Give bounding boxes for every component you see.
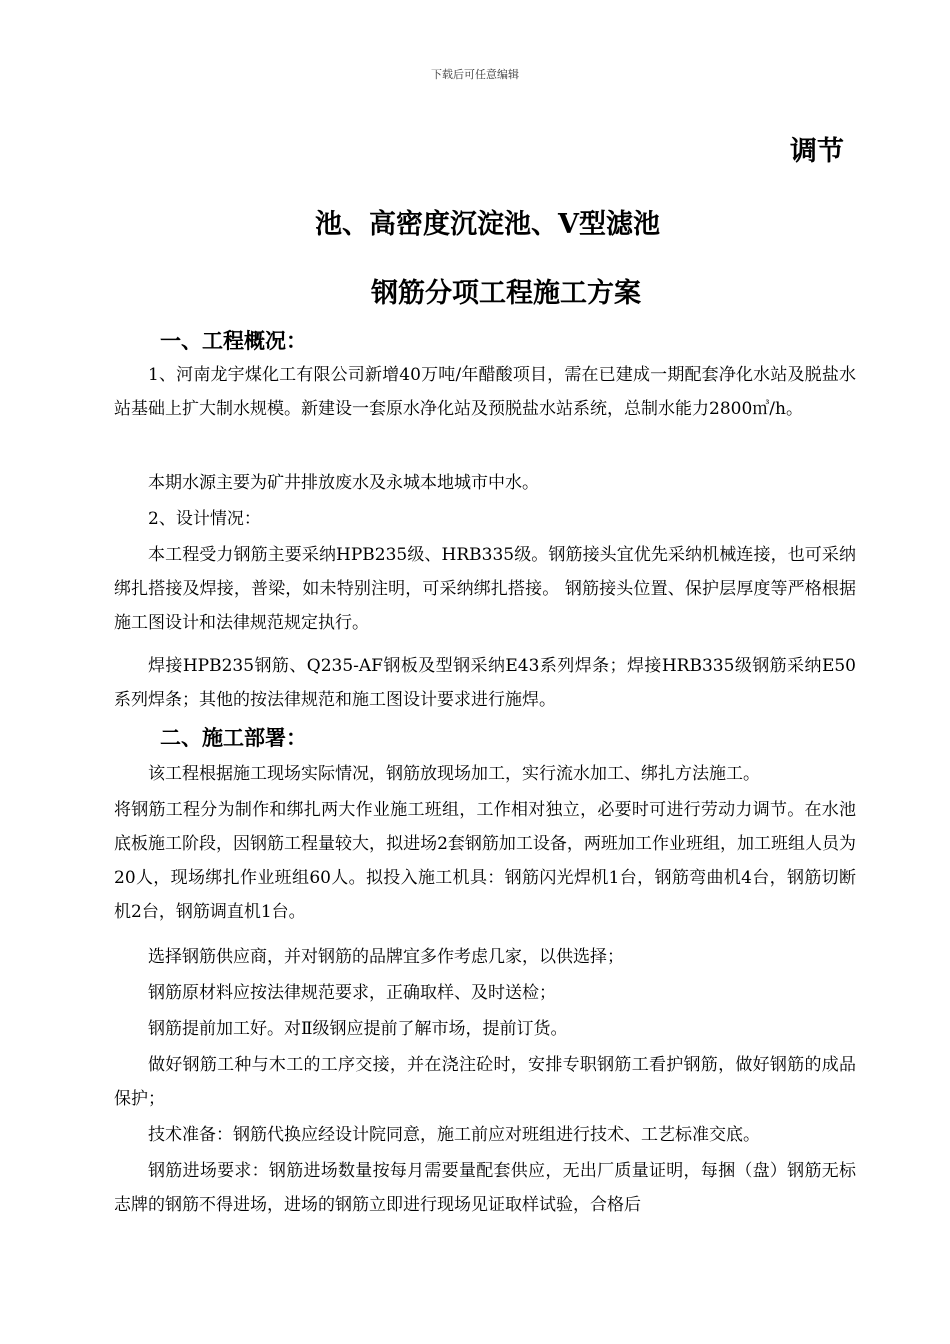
- section-heading-deployment: 二、施工部署：: [160, 725, 307, 750]
- title-line-3: 钢筋分项工程施工方案: [371, 278, 641, 309]
- paragraph: 将钢筋工程分为制作和绑扎两大作业施工班组，工作相对独立，必要时可进行劳动力调节。在水池底板施工阶段，因钢筋工程量较大，拟进场2套钢筋加工设备，两班加工作业班组，加工班组人员为20人，现场绑扎作业班组60人。拟投入施工机具：钢筋闪光焊机1台，钢筋弯曲机4台，钢筋切断机2台，钢筋调直机1台。: [114, 800, 856, 922]
- title-line-2: 池、高密度沉淀池、V型滤池: [315, 209, 660, 240]
- title-line-1: 调节: [790, 136, 844, 167]
- paragraph: 技术准备：钢筋代换应经设计院同意，施工前应对班组进行技术、工艺标准交底。: [148, 1125, 760, 1145]
- paragraph: 焊接HPB235钢筋、Q235-AF钢板及型钢采纳E43系列焊条；焊接HRB335级钢筋采纳E50系列焊条；其他的按法律规范和施工图设计要求进行施焊。: [114, 656, 856, 710]
- paragraph: 该工程根据施工现场实际情况，钢筋放现场加工，实行流水加工、绑扎方法施工。: [148, 764, 760, 784]
- paragraph: 本期水源主要为矿井排放废水及永城本地城市中水。: [148, 473, 539, 493]
- section-heading-overview: 一、工程概况：: [160, 328, 307, 353]
- paragraph: 选择钢筋供应商，并对钢筋的品牌宜多作考虑几家，以供选择；: [148, 947, 624, 967]
- paragraph: 2、设计情况：: [148, 509, 261, 529]
- paragraph: 本工程受力钢筋主要采纳HPB235级、HRB335级。钢筋接头宜优先采纳机械连接，也可采纳绑扎搭接及焊接，普梁，如未特别注明，可采纳绑扎搭接。 钢筋接头位置、保护层厚度等严格根据施工图设计和法律规范规定执行。: [114, 545, 856, 633]
- paragraph: 1、河南龙宇煤化工有限公司新增40万吨/年醋酸项目，需在已建成一期配套净化水站及脱盐水站基础上扩大制水规模。新建设一套原水净化站及预脱盐水站系统，总制水能力2800㎥/h。: [114, 365, 856, 419]
- paragraph: 钢筋提前加工好。对Ⅱ级钢应提前了解市场，提前订货。: [148, 1019, 568, 1039]
- paragraph: 钢筋原材料应按法律规范要求，正确取样、及时送检；: [148, 983, 556, 1003]
- header-note: 下载后可任意编辑: [431, 68, 519, 81]
- paragraph: 做好钢筋工种与木工的工序交接，并在浇注砼时，安排专职钢筋工看护钢筋，做好钢筋的成品保护；: [114, 1055, 856, 1109]
- paragraph: 钢筋进场要求：钢筋进场数量按每月需要量配套供应，无出厂质量证明，每捆（盘）钢筋无标志牌的钢筋不得进场，进场的钢筋立即进行现场见证取样试验，合格后: [114, 1161, 856, 1215]
